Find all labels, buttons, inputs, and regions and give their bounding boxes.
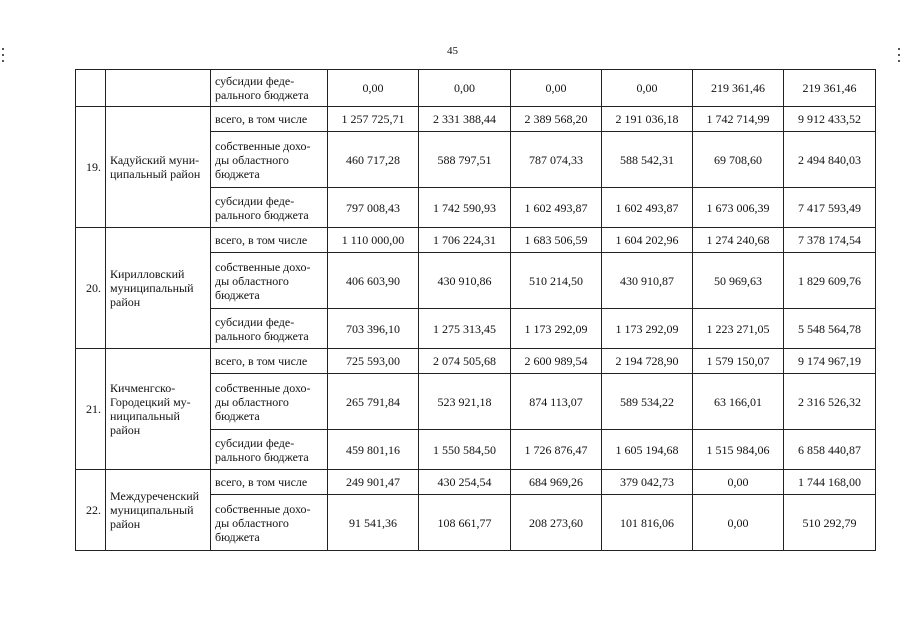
value-cell: 208 273,60 — [511, 495, 602, 551]
value-cell: 1 257 725,71 — [328, 107, 419, 132]
value-cell: 430 254,54 — [419, 470, 511, 495]
value-cell: 1 173 292,09 — [511, 309, 602, 349]
row-number-cell — [76, 70, 106, 107]
funding-type-cell: субсидии феде-рального бюджета — [211, 188, 328, 228]
funding-type-cell: собственные дохо-ды областного бюджета — [211, 132, 328, 188]
value-cell: 2 074 505,68 — [419, 349, 511, 374]
value-cell: 2 494 840,03 — [784, 132, 876, 188]
value-cell: 1 829 609,76 — [784, 253, 876, 309]
value-cell: 0,00 — [419, 70, 511, 107]
funding-type-cell: собственные дохо-ды областного бюджета — [211, 253, 328, 309]
district-cell: Кичменгско-Городецкий му-ниципальный район — [106, 349, 211, 470]
value-cell: 725 593,00 — [328, 349, 419, 374]
row-number-cell: 22. — [76, 470, 106, 551]
value-cell: 1 742 714,99 — [693, 107, 784, 132]
value-cell: 1 726 876,47 — [511, 430, 602, 470]
funding-type-cell: субсидии феде-рального бюджета — [211, 70, 328, 107]
value-cell: 1 515 984,06 — [693, 430, 784, 470]
funding-type-cell: субсидии феде-рального бюджета — [211, 309, 328, 349]
district-cell: Междуреченский муниципальный район — [106, 470, 211, 551]
value-cell: 510 292,79 — [784, 495, 876, 551]
value-cell: 1 604 202,96 — [602, 228, 693, 253]
value-cell: 2 316 526,32 — [784, 374, 876, 430]
value-cell: 1 602 493,87 — [602, 188, 693, 228]
value-cell: 430 910,86 — [419, 253, 511, 309]
value-cell: 1 223 271,05 — [693, 309, 784, 349]
value-cell: 219 361,46 — [693, 70, 784, 107]
value-cell: 2 331 388,44 — [419, 107, 511, 132]
value-cell: 50 969,63 — [693, 253, 784, 309]
value-cell: 430 910,87 — [602, 253, 693, 309]
value-cell: 1 274 240,68 — [693, 228, 784, 253]
table-row — [76, 70, 876, 107]
right-edge-marks — [898, 48, 901, 74]
funding-type-cell: всего, в том числе — [211, 470, 328, 495]
funding-type-cell: всего, в том числе — [211, 228, 328, 253]
value-cell: 588 797,51 — [419, 132, 511, 188]
value-cell: 1 173 292,09 — [602, 309, 693, 349]
funding-type-cell: всего, в том числе — [211, 349, 328, 374]
value-cell: 703 396,10 — [328, 309, 419, 349]
value-cell: 874 113,07 — [511, 374, 602, 430]
table-row — [76, 470, 876, 495]
value-cell: 0,00 — [511, 70, 602, 107]
value-cell: 797 008,43 — [328, 188, 419, 228]
value-cell: 2 194 728,90 — [602, 349, 693, 374]
value-cell: 9 912 433,52 — [784, 107, 876, 132]
value-cell: 91 541,36 — [328, 495, 419, 551]
value-cell: 1 683 506,59 — [511, 228, 602, 253]
value-cell: 523 921,18 — [419, 374, 511, 430]
table-row — [76, 107, 876, 132]
value-cell: 7 417 593,49 — [784, 188, 876, 228]
value-cell: 1 742 590,93 — [419, 188, 511, 228]
value-cell: 0,00 — [693, 495, 784, 551]
value-cell: 1 706 224,31 — [419, 228, 511, 253]
row-number-cell: 19. — [76, 107, 106, 228]
district-cell — [106, 70, 211, 107]
value-cell: 249 901,47 — [328, 470, 419, 495]
value-cell: 5 548 564,78 — [784, 309, 876, 349]
value-cell: 588 542,31 — [602, 132, 693, 188]
value-cell: 0,00 — [328, 70, 419, 107]
value-cell: 1 110 000,00 — [328, 228, 419, 253]
table-row — [76, 349, 876, 374]
value-cell: 1 550 584,50 — [419, 430, 511, 470]
value-cell: 265 791,84 — [328, 374, 419, 430]
funding-type-cell: собственные дохо-ды областного бюджета — [211, 495, 328, 551]
value-cell: 108 661,77 — [419, 495, 511, 551]
value-cell: 2 389 568,20 — [511, 107, 602, 132]
row-number-cell: 20. — [76, 228, 106, 349]
district-cell: Кирилловский муниципальный район — [106, 228, 211, 349]
value-cell: 9 174 967,19 — [784, 349, 876, 374]
value-cell: 1 605 194,68 — [602, 430, 693, 470]
value-cell: 1 602 493,87 — [511, 188, 602, 228]
value-cell: 1 579 150,07 — [693, 349, 784, 374]
value-cell: 510 214,50 — [511, 253, 602, 309]
budget-table — [75, 69, 876, 551]
value-cell: 459 801,16 — [328, 430, 419, 470]
value-cell: 2 191 036,18 — [602, 107, 693, 132]
funding-type-cell: всего, в том числе — [211, 107, 328, 132]
value-cell: 7 378 174,54 — [784, 228, 876, 253]
page-number: 45 — [447, 45, 458, 57]
value-cell: 460 717,28 — [328, 132, 419, 188]
value-cell: 589 534,22 — [602, 374, 693, 430]
value-cell: 1 673 006,39 — [693, 188, 784, 228]
funding-type-cell: собственные дохо-ды областного бюджета — [211, 374, 328, 430]
value-cell: 1 744 168,00 — [784, 470, 876, 495]
table-row — [76, 228, 876, 253]
value-cell: 1 275 313,45 — [419, 309, 511, 349]
district-cell: Кадуйский муни-ципальный район — [106, 107, 211, 228]
value-cell: 379 042,73 — [602, 470, 693, 495]
row-number-cell: 21. — [76, 349, 106, 470]
value-cell: 63 166,01 — [693, 374, 784, 430]
value-cell: 406 603,90 — [328, 253, 419, 309]
value-cell: 69 708,60 — [693, 132, 784, 188]
value-cell: 0,00 — [602, 70, 693, 107]
funding-type-cell: субсидии феде-рального бюджета — [211, 430, 328, 470]
value-cell: 101 816,06 — [602, 495, 693, 551]
value-cell: 787 074,33 — [511, 132, 602, 188]
value-cell: 0,00 — [693, 470, 784, 495]
value-cell: 684 969,26 — [511, 470, 602, 495]
value-cell: 6 858 440,87 — [784, 430, 876, 470]
value-cell: 219 361,46 — [784, 70, 876, 107]
value-cell: 2 600 989,54 — [511, 349, 602, 374]
left-edge-marks — [2, 48, 5, 74]
